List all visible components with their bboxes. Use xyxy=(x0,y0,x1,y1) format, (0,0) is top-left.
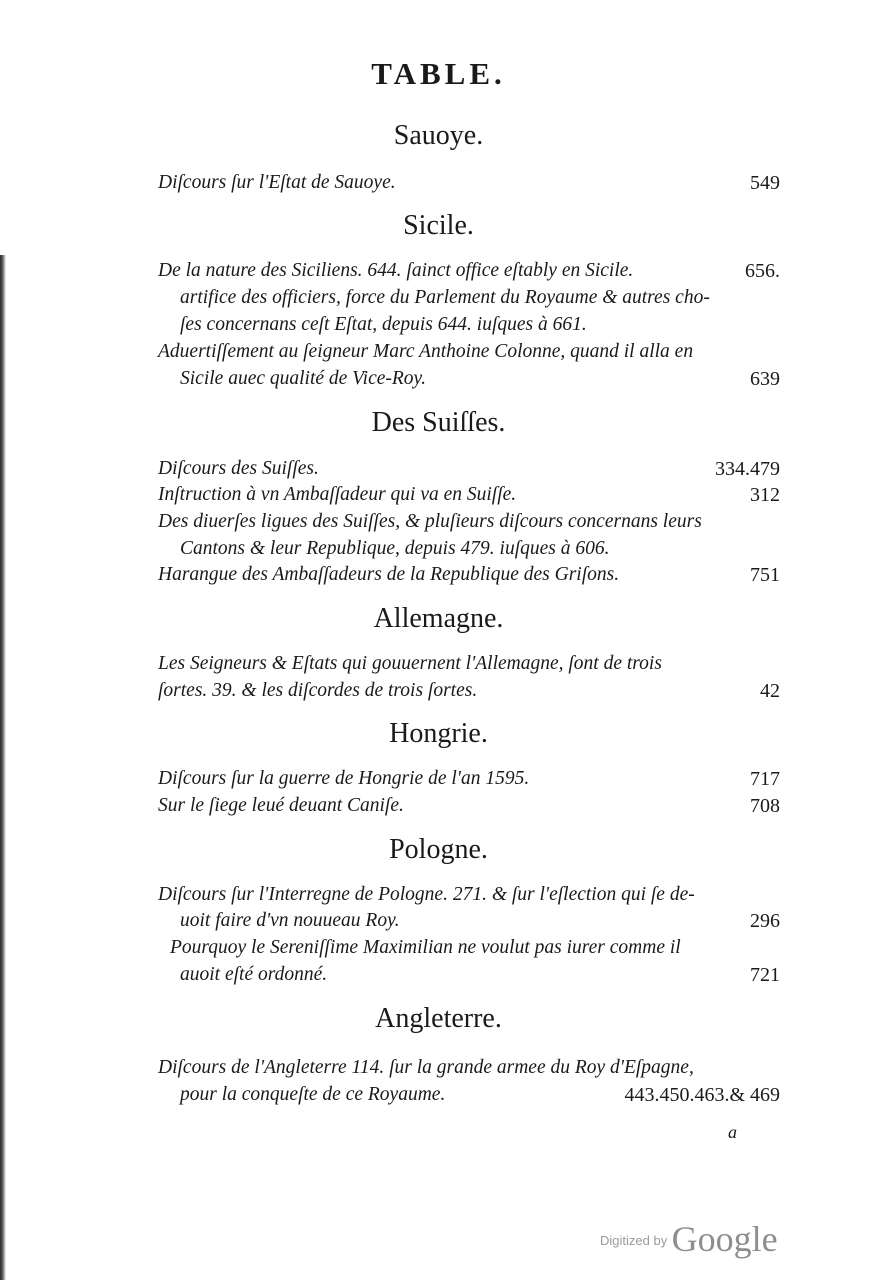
watermark-logo-text: Google xyxy=(671,1219,778,1259)
entry-text: Inſtruction à vn Ambaſſadeur qui va en Suiſſe. xyxy=(158,484,517,505)
entry-line xyxy=(158,260,780,286)
entry-text: Diſcours ſur l'Interregne de Pologne. 271. & ſur l'eſlection qui ſe de- xyxy=(158,884,695,905)
entry-text: Pourquoy le Sereniſſime Maximilian ne voulut pas iurer comme il xyxy=(170,937,681,958)
entry-text: Diſcours de l'Angleterre 114. ſur la grande armee du Roy d'Eſpagne, xyxy=(158,1057,694,1078)
entry-text: Sur le ſiege leué deuant Caniſe. xyxy=(158,795,404,816)
entry-line xyxy=(158,511,780,537)
section-heading-allemagne: Allemagne. xyxy=(373,603,504,634)
entry-line xyxy=(170,937,780,963)
entry-page-ref: 708 xyxy=(750,795,780,817)
entry-page-ref: 443.450.463.& 469 xyxy=(624,1084,780,1106)
running-head: TABLE. xyxy=(371,56,506,91)
entry-line xyxy=(180,910,780,936)
entry-page-ref: 42 xyxy=(760,680,780,702)
entry-line xyxy=(158,172,780,198)
entry-text: Diſcours ſur l'Eſtat de Sauoye. xyxy=(158,172,396,193)
entry-line xyxy=(158,341,780,367)
entry-text: artifice des officiers, force du Parlement du Royaume & autres cho- xyxy=(180,287,710,308)
entry-text: Sicile auec qualité de Vice-Roy. xyxy=(180,368,426,389)
entry-text: auoit eſté ordonné. xyxy=(180,964,328,985)
entry-line xyxy=(180,314,780,340)
digitized-watermark xyxy=(600,1218,778,1260)
section-heading-savoye: Sauoye. xyxy=(393,120,484,151)
entry-line xyxy=(180,287,780,313)
entry-page-ref: 656. xyxy=(745,260,780,282)
entry-text: Des diuerſes ligues des Suiſſes, & pluſieurs diſcours concernans leurs xyxy=(158,511,702,532)
entry-line xyxy=(180,964,780,990)
entry-text: pour la conqueſte de ce Royaume. xyxy=(180,1084,446,1105)
section-heading-pologne: Pologne. xyxy=(389,834,488,865)
watermark-small-text: Digitized by xyxy=(600,1233,668,1248)
entry-text: ſortes. 39. & les diſcordes de trois ſortes. xyxy=(158,680,478,701)
entry-text: ſes concernans ceſt Eſtat, depuis 644. iuſques à 661. xyxy=(180,314,587,335)
entry-text: Les Seigneurs & Eſtats qui gouuernent l'Allemagne, ſont de trois xyxy=(158,653,662,674)
section-heading-hongrie: Hongrie. xyxy=(389,718,488,749)
entry-line xyxy=(158,458,780,484)
entry-page-ref: 549 xyxy=(750,172,780,194)
entry-page-ref: 639 xyxy=(750,368,780,390)
entry-page-ref: 717 xyxy=(750,768,780,790)
entry-page-ref: 312 xyxy=(750,484,780,506)
entry-line xyxy=(180,538,780,564)
entry-line xyxy=(158,884,780,910)
entry-line xyxy=(158,1057,780,1083)
entry-line xyxy=(158,653,780,679)
catchword: a xyxy=(728,1122,737,1142)
entry-text: De la nature des Siciliens. 644. ſainct office eſtably en Sicile. xyxy=(158,260,634,281)
entry-line xyxy=(180,368,780,394)
entry-line xyxy=(158,484,780,510)
entry-text: Diſcours des Suiſſes. xyxy=(158,458,319,479)
entry-line xyxy=(158,795,780,821)
entry-text: uoit faire d'vn nouueau Roy. xyxy=(180,910,400,931)
entry-page-ref: 721 xyxy=(750,964,780,986)
entry-page-ref: 334.479 xyxy=(715,458,780,480)
entry-text: Cantons & leur Republique, depuis 479. iuſques à 606. xyxy=(180,538,610,559)
entry-line xyxy=(158,680,780,706)
entry-line xyxy=(158,768,780,794)
entry-text: Harangue des Ambaſſadeurs de la Republique des Griſons. xyxy=(158,564,620,585)
entry-text: Diſcours ſur la guerre de Hongrie de l'an 1595. xyxy=(158,768,530,789)
section-heading-suisses: Des Suiſſes. xyxy=(371,407,506,438)
section-heading-sicile: Sicile. xyxy=(403,210,474,241)
entry-line xyxy=(180,1084,780,1110)
section-heading-angleterre: Angleterre. xyxy=(375,1003,502,1034)
entry-line xyxy=(158,564,780,590)
entry-page-ref: 751 xyxy=(750,564,780,586)
entry-page-ref: 296 xyxy=(750,910,780,932)
entry-text: Aduertiſſement au ſeigneur Marc Anthoine Colonne, quand il alla en xyxy=(158,341,694,362)
